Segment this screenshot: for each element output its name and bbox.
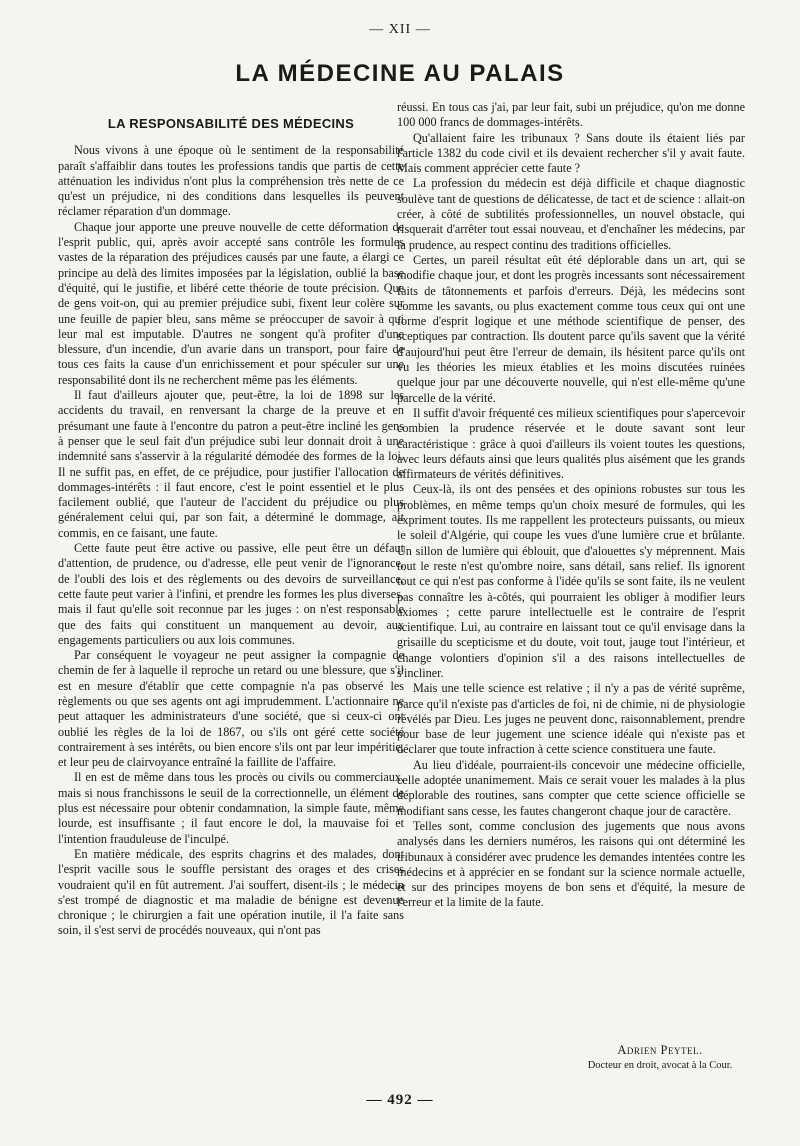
top-page-number: — XII — (369, 22, 431, 37)
paragraph: Il faut d'ailleurs ajouter que, peut-être, la loi de 1898 sur les accidents du travail, en renversant la charge de la preuve et en présumant une faute à l'encontre du patron a peut-être incliné les gens à penser que le seul fait d'un préjudice subi leur donnait droit à une indemnité sans s'asservir à la régularité démodée des formes de la loi. Il ne suffit pas, en effet, de ce préjudice, pour justifier l'allocation de dommages-intérêts : il faut encore, c'est le point essentiel et le plus facilement oublié, que l'auteur de l'accident du préjudice ou plus généralement celui qui, par son fait, a déterminé le dommage, ait commis, en ce faisant, une faute. (58, 388, 404, 540)
signature (560, 1043, 760, 1071)
paragraph-continued: réussi. En tous cas j'ai, par leur fait, subi un préjudice, qu'on me donne 100 000 francs de dommages-intérêts. (397, 100, 745, 130)
paragraph: Cette faute peut être active ou passive, elle peut être un défaut d'attention, de prudence, ou d'adresse, elle peut venir de l'ignorance, de l'oubli des lois et des règlements ou des devoirs de surveillance, cette faute peut varier à l'infini, et prendre les formes les plus diverses, mais il faut qu'elle soit reconnue par les juges : on n'est responsable que des faits qui constituent un manquement au devoir, aux engagements particuliers ou aux lois communes. (58, 541, 404, 647)
right-column (397, 100, 745, 911)
paragraph: Telles sont, comme conclusion des jugements que nous avons analysés dans les derniers numéros, les raisons qui ont déterminé les tribunaux à considérer avec prudence les demandes intentées contre les médecins et à apprécier en se fondant sur la science normale actuelle, et sur des principes moyens de bon sens et d'équité, la mesure de l'erreur et la limite de la faute. (397, 818, 745, 910)
author-name: Adrien Peytel. (617, 1043, 703, 1057)
paragraph: Il suffit d'avoir fréquenté ces milieux scientifiques pour s'apercevoir combien la prudence réservée et le doute savant sont leur caractéristique : grâce à quoi d'ailleurs ils voient toutes les questions, avec leurs défauts ainsi que leurs qualités plus aisément que les grands affirmateurs de vérités définitives. (397, 405, 745, 482)
bottom-page-number: — 492 — (366, 1092, 434, 1108)
paragraph: En matière médicale, des esprits chagrins et des malades, dont l'esprit vacille sous le souffle persistant des orages et des crises voudraient qu'il en fût autrement. J'ai souffert, disent-ils ; le médecin s'est trompé de diagnostic et ma maladie de bénigne est devenue chronique ; le chirurgien a fait une opération inutile, il l'a faite sans soin, il s'est servi de procédés nouveaux, qui n'ont pas (58, 846, 404, 938)
paragraph: La profession du médecin est déjà difficile et chaque diagnostic soulève tant de questions de délicatesse, de tact et de science : allait-on créer, à côté de subtilités professionnelles, un nouvel obstacle, qui risquerait d'arrêter tout essai nouveau, et d'enchaîner les médecins, par la prudence, au respect continu des traditions officielles. (397, 176, 745, 252)
paragraph: Mais une telle science est relative ; il n'y a pas de vérité suprême, parce qu'il n'existe pas d'articles de foi, ni de chimie, ni de physiologie révélés par Dieu. Les juges ne peuvent donc, raisonnablement, prendre pour base de leur jugement une science idéale qui n'existe pas et déclarer que toute infraction à cette science constituera une faute. (397, 681, 745, 757)
paragraph: Qu'allaient faire les tribunaux ? Sans doute ils étaient liés par l'article 1382 du code civil et ils devaient rechercher s'il y avait faute. Mais comment apprécier cette faute ? (397, 130, 745, 176)
paragraph: Au lieu d'idéale, pourraient-ils concevoir une médecine officielle, celle adoptée unanimement. Mais ce serait vouer les malades à la plus déplorable des routines, sans compter que cette science officielle se modifiant sans cesse, les fautes changeront chaque jour de caractère. (397, 757, 745, 818)
author-title: Docteur en droit, avocat à la Cour. (587, 1060, 733, 1071)
left-column (58, 116, 404, 939)
paragraph: Certes, un pareil résultat eût été déplorable dans un art, qui se modifie chaque jour, et dont les progrès incessants sont nécessairement faits de tâtonnements et parfois d'erreurs. Déjà, les médecins sont comme les savants, ou plus exactement comme tous ceux qui ont une forme d'esprit logique et une méthode scientifique de penser, des sceptiques par contraction. Ils doutent parce qu'ils savent que la vérité d'aujourd'hui peut être l'erreur de demain, ils hésitent parce qu'ils ont vu les théories les mieux établies et les moins discutées ruinées quelque jour par une découverte nouvelle, qui n'est elle-même qu'une parcelle de la vérité. (397, 252, 745, 405)
section-title: LA RESPONSABILITÉ DES MÉDECINS (107, 116, 355, 131)
paragraph: Nous vivons à une époque où le sentiment de la responsabilité paraît s'affaiblir dans toutes les professions tandis que partis de cette atténuation les individus n'ont plus la compréhension très nette de ce qu'est un préjudice, ni des conditions dans lesquelles ils peuvent réclamer réparation d'un dommage. (58, 143, 404, 219)
paragraph: Ceux-là, ils ont des pensées et des opinions robustes sur tous les problèmes, en même temps qu'un choix mesuré de formules, qui les expriment toutes. Ils me rappellent les protecteurs puissants, ou mieux le soleil d'Algérie, qui coupe les vues d'une lumière crue et brûlante. Un sillon de lumière qui éblouit, que d'alouettes s'y méprennent. Mais tout le reste n'est qu'ombre noire, sans détail, sans relief. Ils ignorent tout ce qui n'est pas conforme à l'idée qu'ils se sont faite, ils ne veulent pas connaître les à-côtés, qui pourraient les obliger à modifier leurs axiomes ; cette parure intellectuelle est le contraire de l'esprit scientifique. Lui, au contraire en laissant tout ce qu'il envisage dans la grisaille du scepticisme et du doute, voit tout, jauge tout l'intérieur, et change volontiers d'opinion s'il a des raisons intellectuelles de s'incliner. (397, 482, 745, 680)
article-title: LA MÉDECINE AU PALAIS (235, 60, 565, 87)
paragraph: Chaque jour apporte une preuve nouvelle de cette déformation de l'esprit public, qui, après avoir accepté sans contrôle les formules vastes de la réparation des préjudices causés par une faute, a élargi ce principe au delà des limites imposées par la législation, oublié la base d'équité, qui le justifie, et libéré cette théorie de toute précision. Que de gens voit-on, qui au premier préjudice subi, fixent leur colère sur une feuille de papier bleu, sans même se préoccuper de savoir à qui leur mal est imputable. D'autres ne songent qu'à profiter d'une blessure, d'un incendie, d'un avarie dans un transport, pour faire de tous ces faits la cause d'un enrichissement et pour spéculer sur une responsabilité dont ils ne recherchent même pas les éléments. (58, 219, 404, 387)
paragraph: Par conséquent le voyageur ne peut assigner la compagnie de chemin de fer à laquelle il reproche un retard ou une blessure, que s'il est en mesure d'établir que cette compagnie n'a pas observé les règlements ou que ses agents ont agi imprudemment. L'actionnaire ne peut attaquer les administrateurs d'une société, que si ceux-ci ont oublié les règles de la loi de 1867, ou s'ils ont géré cette société contrairement à ses intérêts, ou bien encore s'ils ont par leur impéritie, et leur peu de clairvoyance entraîné la faillite de l'affaire. (58, 648, 404, 770)
paragraph: Il en est de même dans tous les procès ou civils ou commerciaux, mais si nous franchissons le seuil de la correctionnelle, un élément de plus est nécessaire pour obtenir condamnation, la simple faute, même lourde, est insuffisante ; il faut encore le dol, la mauvaise foi et l'intention frauduleuse de l'inculpé. (58, 770, 404, 846)
